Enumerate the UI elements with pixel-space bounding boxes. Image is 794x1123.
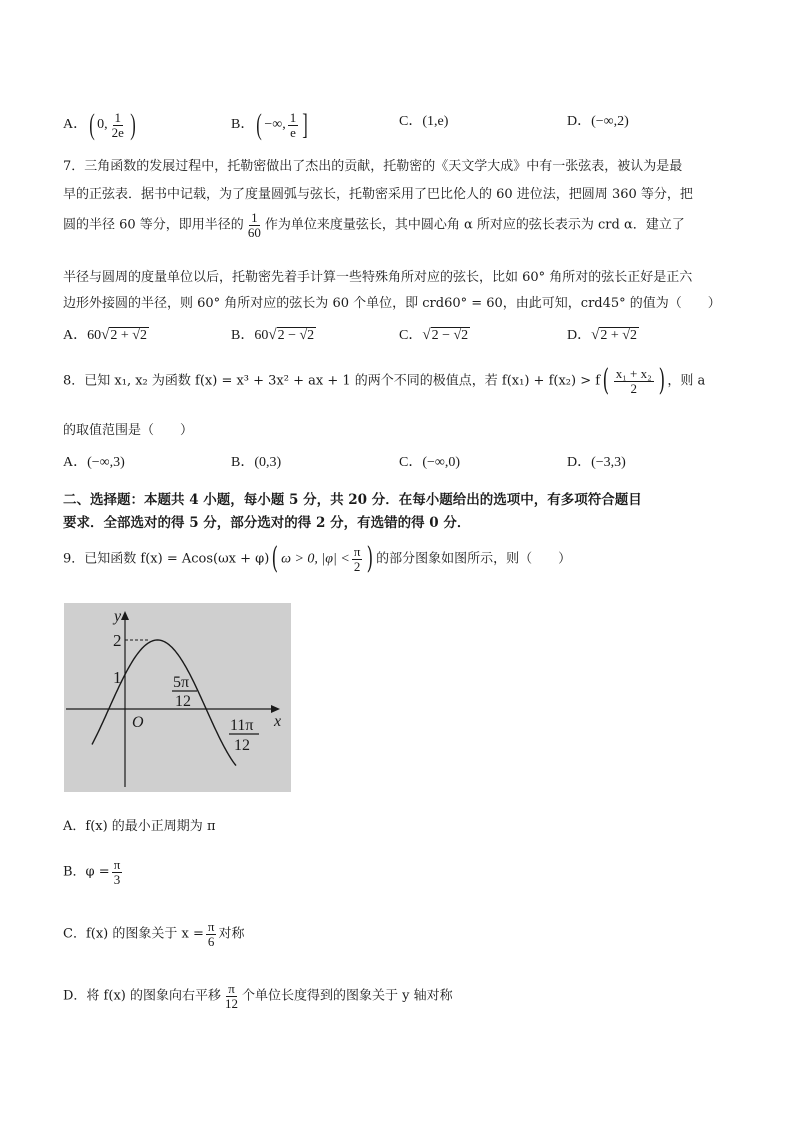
q6-options-row (63, 100, 663, 141)
fraction: $\frac{\pi}{6}$ (207, 919, 215, 949)
fraction: $\frac{\text{x₁ + x₂}}{2}$ (615, 365, 652, 396)
q7-option-a: A．60√2 + √2 (63, 327, 147, 343)
y-tick-2: 2 (113, 631, 122, 650)
q8-option-d: D．(−3,3) (567, 455, 626, 470)
fraction: $\frac{\pi}{12}$ (224, 981, 238, 1011)
q7-line-5: 边形外接圆的半径，则 60° 角所对应的弦长为 60 个单位，即 crd60° = 60，由此可知，crd45° 的值为（ ） (63, 296, 721, 311)
mark-11pi-12-num: 11π (230, 717, 254, 734)
y-axis-arrow (121, 611, 129, 620)
q7-line-1: 7．三角函数的发展过程中，托勒密做出了杰出的贡献，托勒密的《天文学大成》中有一张弦表，被认为是最 (63, 159, 683, 174)
x-axis-arrow (271, 705, 280, 713)
cosine-curve (92, 640, 236, 766)
fraction: $\frac{\pi}{2}$ (353, 543, 361, 574)
mark-5pi-12-num: 5π (173, 674, 190, 691)
q7-option-b: B．60√2 − √2 (231, 327, 315, 343)
section2-heading-line-1: 二、选择题：本题共 4 小题，每小题 5 分，共 20 分．在每小题给出的选项中，有多项符合题目 (63, 492, 642, 508)
q6-option-c: C．(1,e) (399, 114, 449, 129)
q8-line-1: 8．已知 x₁, x₂ 为函数 f(x) = x³ + 3x² + ax + 1 的两个不同的极值点，若 f(x₁) + f(x₂) > f( $\frac{\text{x₁ + x₂}}{2}$ ) ，则 a (63, 363, 706, 398)
q9-option-d: D．将 f(x) 的图象向右平移 $\frac{\pi}{12}$ 个单位长度得到的图象关于 y 轴对称 (63, 981, 453, 1011)
q7-line-2: 早的正弦表．据书中记载，为了度量圆弧与弦长，托勒密采用了巴比伦人的 60 进位法，把圆周 360 等分，把 (63, 187, 693, 202)
q7-line-3: 圆的半径 60 等分，即用半径的 $\frac{1}{60}$ 作为单位来度量弦长，其中圆心角 α 所对应的弦长表示为 crd α．建立了 (63, 210, 685, 240)
q6-option-b: B．( −∞, $\frac{1}{e}$ ] (231, 108, 308, 141)
q8-option-b: B．(0,3) (231, 455, 282, 470)
q7-line-4: 半径与圆周的度量单位以后，托勒密先着手计算一些特殊角所对应的弦长，比如 60° 角所对的弦长正好是正六 (63, 270, 693, 285)
q8-line-2: 的取值范围是（ ） (63, 423, 194, 438)
q9-option-a: A．f(x) 的最小正周期为 π (63, 819, 216, 834)
q8-option-a: A．(−∞,3) (63, 455, 125, 470)
q9-stem: 9．已知函数 f(x) = Acos(ωx + φ)( ω > 0, |φ| < $\frac{\pi}{2}$ ) 的部分图象如图所示，则（ ） (63, 541, 572, 576)
q6-b-left: −∞, (264, 117, 286, 133)
mark-11pi-12-den: 12 (234, 737, 250, 754)
q8-option-c: C．(−∞,0) (399, 455, 461, 470)
x-axis-label: x (274, 713, 282, 730)
y-tick-1: 1 (113, 668, 122, 687)
q6-option-a: A．( 0, $\frac{1}{2e}$ ) (63, 108, 136, 141)
fraction: $\frac{1}{60}$ (247, 210, 261, 240)
q9-option-c: C．f(x) 的图象关于 x = $\frac{\pi}{6}$ 对称 (63, 919, 245, 949)
q6-option-d: D．(−∞,2) (567, 114, 629, 129)
function-graph-figure (64, 603, 291, 792)
fraction: $\frac{1}{e}$ (289, 109, 297, 140)
y-axis-label: y (114, 608, 122, 625)
option-label: A． (63, 117, 88, 133)
fraction: $\frac{1}{2e}$ (111, 109, 124, 140)
fraction: $\frac{\pi}{3}$ (113, 857, 121, 887)
q7-option-d: D．√2 + √2 (567, 327, 637, 343)
mark-5pi-12-den: 12 (175, 693, 191, 710)
q9-option-b: B．φ = $\frac{\pi}{3}$ (63, 857, 121, 887)
section2-heading-line-2: 要求．全部选对的得 5 分，部分选对的得 2 分，有选错的得 0 分． (63, 515, 471, 531)
function-graph-svg (64, 603, 291, 792)
origin-label: O (132, 714, 144, 731)
option-label: B． (231, 117, 255, 133)
q6-a-left: 0, (97, 117, 108, 133)
q7-option-c: C．√2 − √2 (399, 327, 469, 343)
